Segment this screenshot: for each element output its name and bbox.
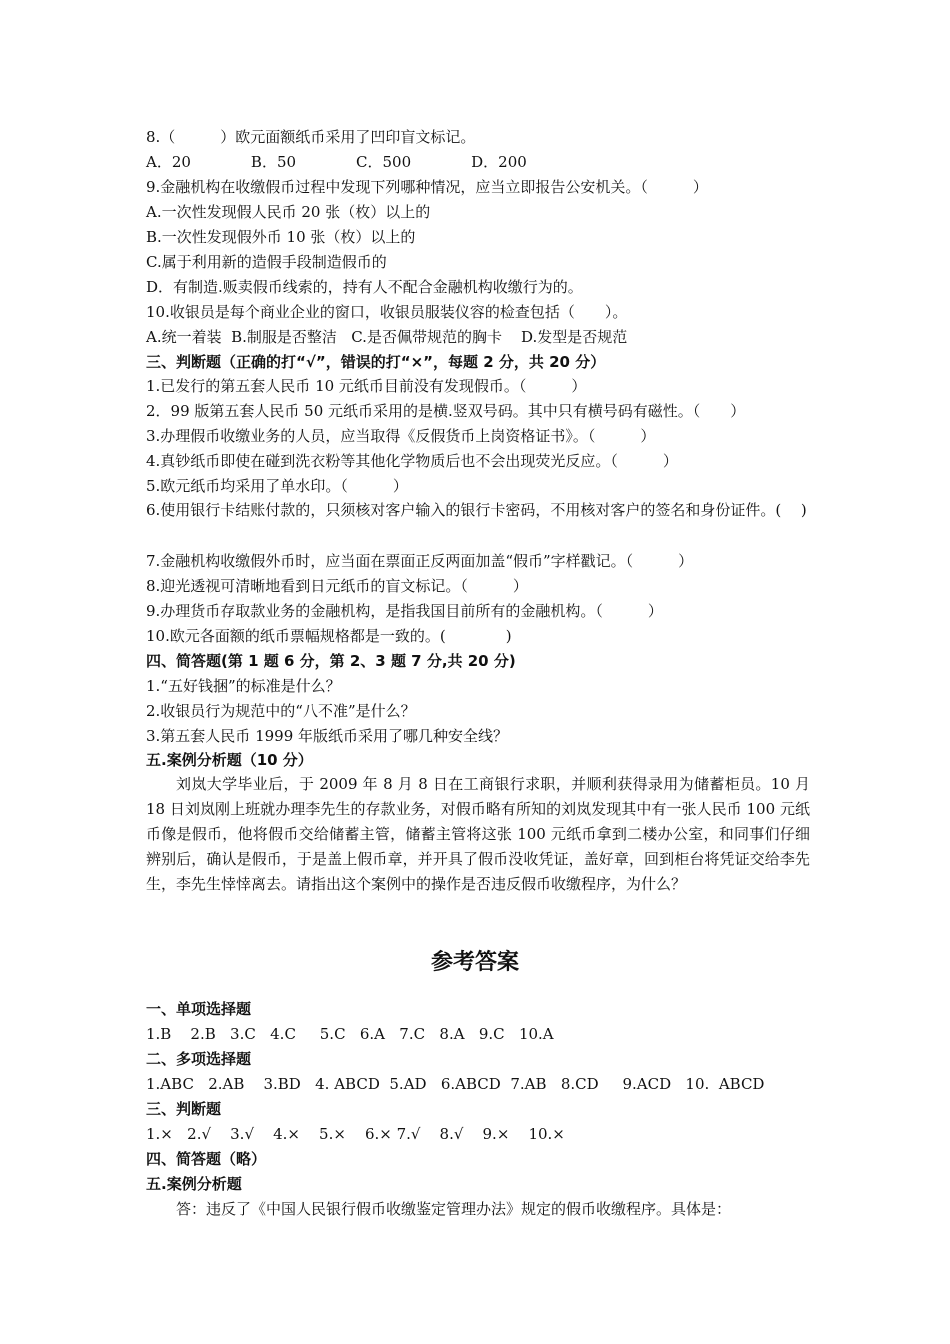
answers-section-5-text: 答：违反了《中国人民银行假币收缴鉴定管理办法》规定的假币收缴程序。具体是： (176, 1200, 732, 1218)
short-answer-2: 2.收银员行为规范中的“八不准”是什么？ (146, 702, 416, 720)
section-4-heading: 四、简答题(第 1 题 6 分，第 2、3 题 7 分,共 20 分) (146, 652, 516, 670)
question-8-options: A．20 B．50 C．500 D．200 (146, 153, 527, 171)
answers-section-1: 1.B 2.B 3.C 4.C 5.C 6.A 7.C 8.A 9.C 10.A (146, 1025, 554, 1043)
question-9-option-b: B.一次性发现假外币 10 张（枚）以上的 (146, 228, 416, 246)
section-3-heading: 三、判断题（正确的打“√”，错误的打“×”，每题 2 分，共 20 分） (146, 353, 606, 371)
judge-item-2: 2．99 版第五套人民币 50 元纸币采用的是横.竖双号码。其中只有横号码有磁性。（ ） (146, 402, 746, 420)
judge-item-10: 10.欧元各面额的纸币票幅规格都是一致的。( ) (146, 627, 512, 645)
answers-section-2-heading: 二、多项选择题 (146, 1050, 252, 1068)
judge-item-8: 8.迎光透视可清晰地看到日元纸币的盲文标记。（ ） (146, 577, 528, 595)
answers-section-1-heading: 一、单项选择题 (146, 1000, 252, 1018)
answers-title: 参考答案 (430, 950, 519, 975)
question-8: 8.（ ）欧元面额纸币采用了凹印盲文标记。 (146, 128, 476, 146)
judge-item-5: 5.欧元纸币均采用了单水印。（ ） (146, 477, 408, 495)
short-answer-3: 3.第五套人民币 1999 年版纸币采用了哪几种安全线？ (146, 727, 509, 745)
answers-section-3: 1.× 2.√ 3.√ 4.× 5.× 6.× 7.√ 8.√ 9.× 10.× (146, 1125, 565, 1143)
answers-section-2: 1.ABC 2.AB 3.BD 4. ABCD 5.AD 6.ABCD 7.AB 8.CD 9.ACD 10. ABCD (146, 1075, 765, 1093)
question-9-option-a: A.一次性发现假人民币 20 张（枚）以上的 (146, 203, 431, 221)
question-9: 9.金融机构在收缴假币过程中发现下列哪种情况，应当立即报告公安机关。（ ） (146, 178, 708, 196)
question-9-option-c: C.属于利用新的造假手段制造假币的 (146, 253, 387, 271)
judge-item-6: 6.使用银行卡结账付款的，只须核对客户输入的银行卡密码，不用核对客户的签名和身份证件。( ) (146, 501, 807, 519)
judge-item-3: 3.办理假币收缴业务的人员，应当取得《反假货币上岗资格证书》。（ ） (146, 427, 656, 445)
section-5-heading: 五.案例分析题（10 分） (146, 751, 313, 769)
judge-item-9: 9.办理货币存取款业务的金融机构，是指我国目前所有的金融机构。（ ） (146, 602, 663, 620)
answers-section-5-heading: 五.案例分析题 (146, 1175, 242, 1193)
answers-section-4-heading: 四、简答题（略） (146, 1150, 267, 1168)
question-9-option-d: D．有制造.贩卖假币线索的，持有人不配合金融机构收缴行为的。 (146, 278, 583, 296)
judge-item-1: 1.已发行的第五套人民币 10 元纸币目前没有发现假币。（ ） (146, 377, 587, 395)
judge-item-4: 4.真钞纸币即使在碰到洗衣粉等其他化学物质后也不会出现荧光反应。（ ） (146, 452, 678, 470)
question-10: 10.收银员是每个商业企业的窗口，收银员服装仪容的检查包括（ ）。 (146, 303, 628, 321)
question-10-options: A.统一着装 B.制服是否整洁 C.是否佩带规范的胸卡 D.发型是否规范 (146, 328, 628, 346)
short-answer-1: 1.“五好钱捆”的标准是什么？ (146, 677, 341, 695)
answers-section-3-heading: 三、判断题 (146, 1100, 222, 1118)
judge-item-7: 7.金融机构收缴假外币时，应当面在票面正反两面加盖“假币”字样戳记。（ ） (146, 552, 694, 570)
case-text: 刘岚大学毕业后，于 2009 年 8 月 8 日在工商银行求职，并顺利获得录用为储蓄柜员。10 月 18 日刘岚刚上班就办理李先生的存款业务，对假币略有所知的刘岚发现其中有一张人民币 100 元纸币像是假币，他将假币交给储蓄主管，储蓄主管将这张 100 元纸币拿到二楼办公室，和同事们仔细辨别后，确认是假币，于是盖上假币章，并开具了假币没收凭证，盖好章，回到柜台将凭证交给李先生，李先生悻悻离去。请指出这个案例中的操作是否违反假币收缴程序，为什么？ (146, 775, 810, 893)
